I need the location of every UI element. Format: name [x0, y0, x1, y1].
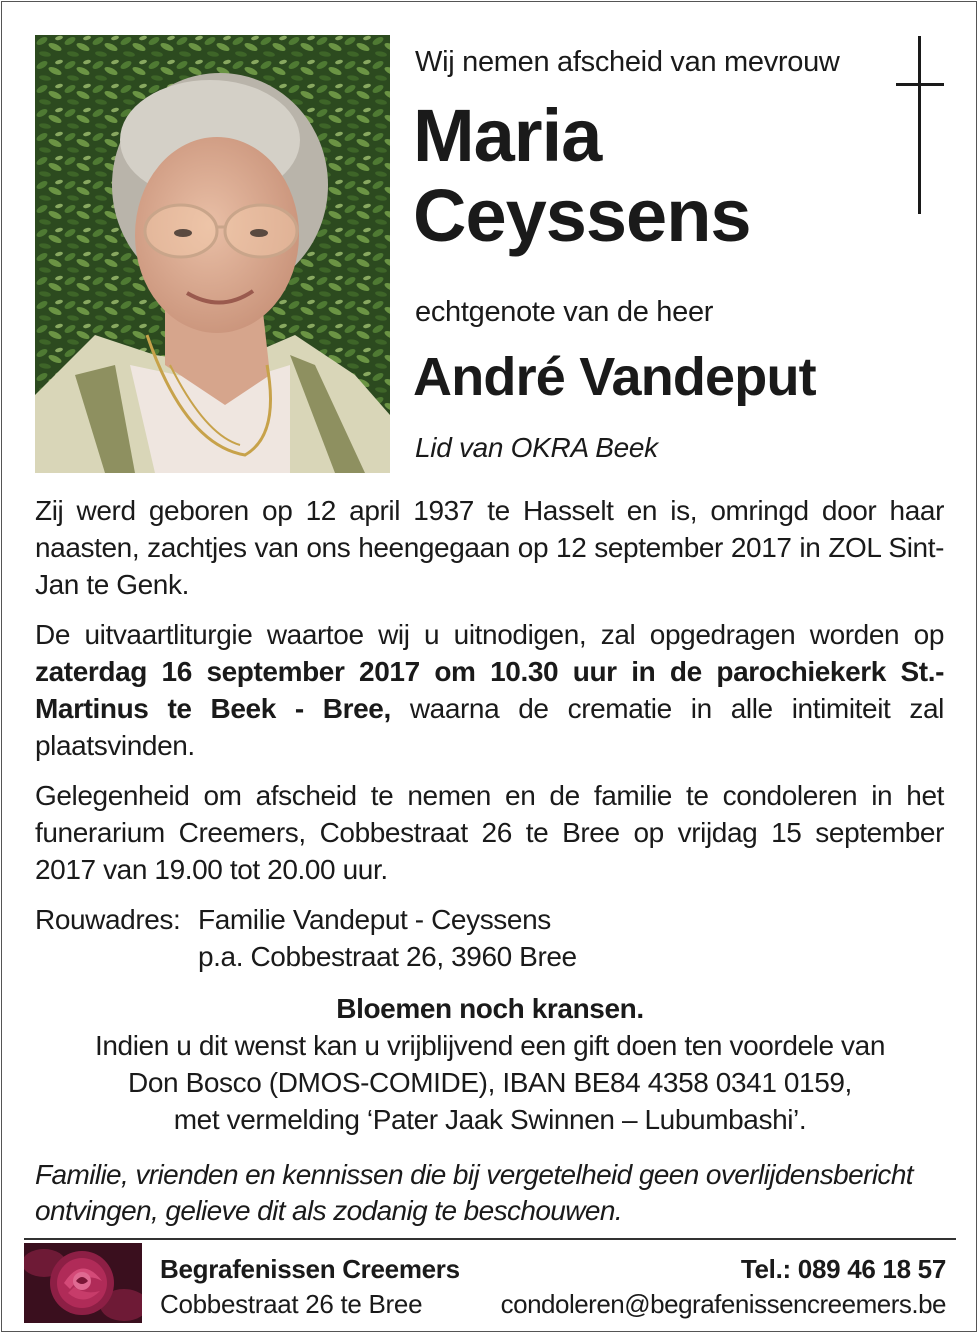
phone-number[interactable]: Tel.: 089 46 18 57 [740, 1254, 946, 1284]
first-name: Maria [413, 94, 602, 177]
funeral-home-address: Cobbestraat 26 te Bree [160, 1289, 423, 1319]
footer-divider [24, 1238, 956, 1240]
mourning-address [35, 901, 944, 975]
address-line-1: Familie Vandeput - Ceyssens [198, 904, 551, 935]
funeral-text-end: waarna de crematie in alle intimiteit zal plaatsvinden. [35, 693, 944, 761]
funeral-text-start: De uitvaartliturgie waartoe wij u uitnodigen, zal opgedragen worden op [35, 619, 944, 650]
donation-line-1: Indien u dit wenst kan u vrijblijvend een gift doen ten voordele van [95, 1030, 885, 1061]
deceased-name [413, 96, 751, 256]
flowers-heading: Bloemen noch kransen. [336, 993, 644, 1024]
funeral-home-name: Begrafenissen Creemers [160, 1254, 460, 1284]
birth-death-paragraph: Zij werd geboren op 12 april 1937 te Hasselt en is, omringd door haar naasten, zachtjes van ons heengegaan op 12 september 2017 in ZOL Sint-Jan te Genk. [35, 495, 944, 600]
membership: Lid van OKRA Beek [415, 432, 658, 463]
rose-image [24, 1243, 142, 1323]
address-label: Rouwadres: [35, 904, 181, 935]
visitation-paragraph: Gelegenheid om afscheid te nemen en de familie te condoleren in het funerarium Creemers, Cobbestraat 26 te Bree op vrijdag 15 september 2017 van 19.00 tot 20.00 uur. [35, 780, 944, 885]
spouse-name: André Vandeput [413, 347, 816, 407]
funeral-paragraph [35, 616, 944, 764]
funeral-date-location: zaterdag 16 september 2017 om 10.30 uur in de parochiekerk St.-Martinus te Beek - Bree, [35, 656, 944, 724]
spouse-intro: echtgenote van de heer [415, 296, 714, 328]
donation-line-3: met vermelding ‘Pater Jaak Swinnen – Lubumbashi’. [173, 1104, 807, 1135]
details-section [35, 492, 944, 975]
closing-notice: Familie, vrienden en kennissen die bij vergetelheid geen overlijdensbericht ontvingen, gelieve dit als zodanig te beschouwen. [35, 1159, 913, 1226]
cross-icon [894, 36, 946, 216]
donation-line-2: Don Bosco (DMOS-COMIDE), IBAN BE84 4358 0341 0159, [128, 1067, 852, 1098]
email-link[interactable]: condoleren@begrafenissencreemers.be [500, 1289, 946, 1319]
last-name: Ceyssens [413, 174, 751, 257]
portrait-photo [35, 35, 390, 473]
flowers-section [35, 990, 945, 1138]
address-line-2: p.a. Cobbestraat 26, 3960 Bree [198, 941, 577, 972]
intro-text: Wij nemen afscheid van mevrouw [415, 46, 840, 78]
